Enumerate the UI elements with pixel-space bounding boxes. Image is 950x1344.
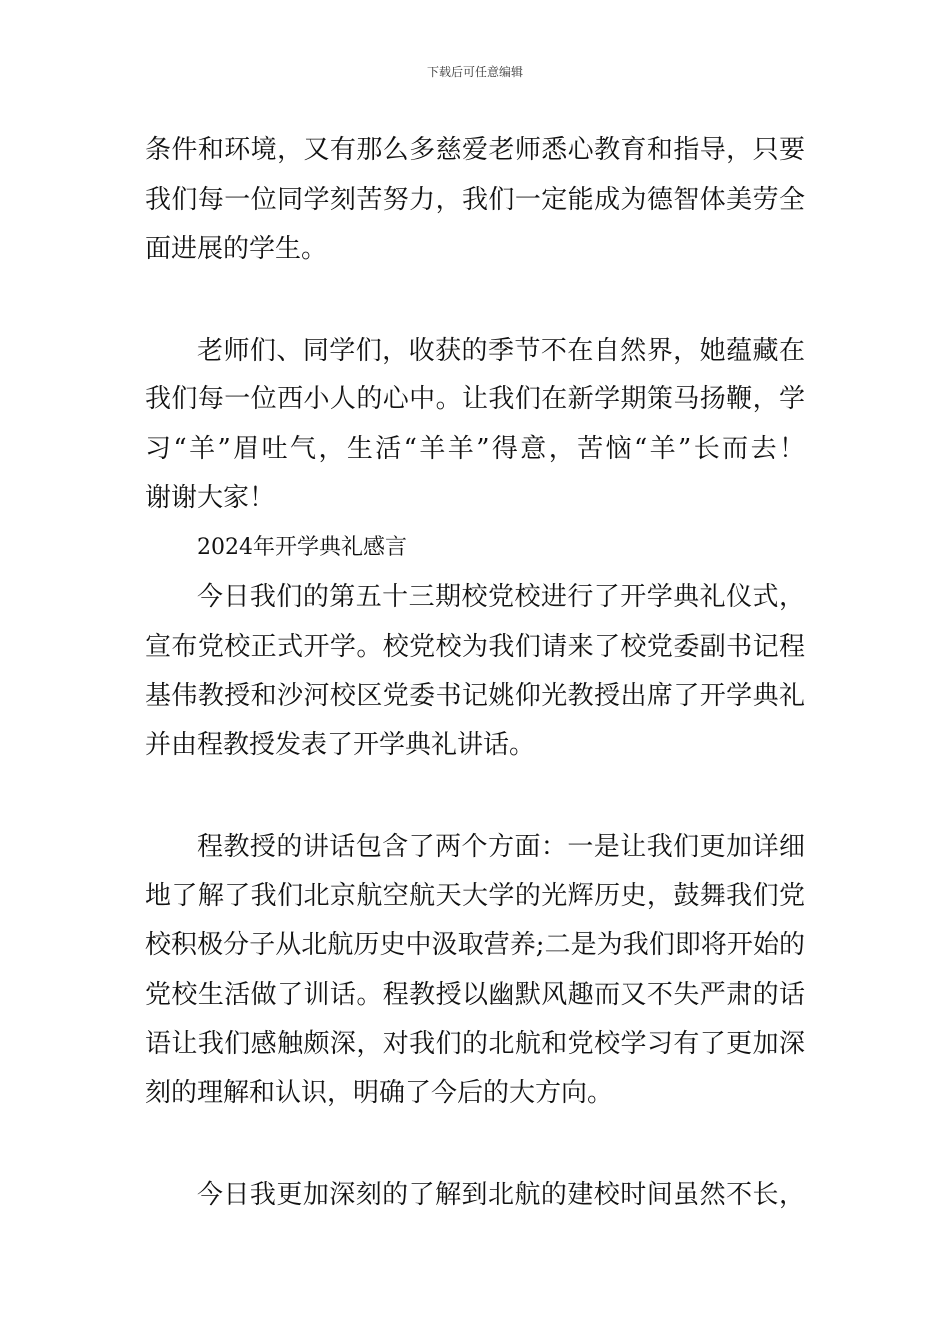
paragraph-line: 语让我们感触颇深，对我们的北航和党校学习有了更加深 [145, 1029, 805, 1059]
paragraph-line: 面进展的学生。 [145, 234, 328, 264]
section-title: 2024年开学典礼感言 [197, 535, 407, 560]
paragraph-line: 今日我们的第五十三期校党校进行了开学典礼仪式， [197, 582, 805, 612]
paragraph-line: 校积极分子从北航历史中汲取营养;二是为我们即将开始的 [145, 930, 805, 960]
paragraph-line: 我们每一位西小人的心中。让我们在新学期策马扬鞭，学 [145, 384, 805, 414]
paragraph-line: 党校生活做了训话。程教授以幽默风趣而又不失严肃的话 [145, 980, 805, 1010]
paragraph-line: 刻的理解和认识，明确了今后的大方向。 [145, 1078, 614, 1108]
paragraph-line: 我们每一位同学刻苦努力，我们一定能成为德智体美劳全 [145, 185, 805, 215]
paragraph-line: 老师们、同学们，收获的季节不在自然界，她蕴藏在 [197, 336, 805, 366]
paragraph-line: 程教授的讲话包含了两个方面：一是让我们更加详细 [197, 832, 805, 862]
paragraph-line: 基伟教授和沙河校区党委书记姚仰光教授出席了开学典礼 [145, 681, 805, 711]
paragraph-line: 宣布党校正式开学。校党校为我们请来了校党委副书记程 [145, 632, 805, 662]
paragraph-line: 谢谢大家！ [145, 483, 276, 513]
paragraph-line: 并由程教授发表了开学典礼讲话。 [145, 730, 536, 760]
paragraph-line: 地了解了我们北京航空航天大学的光辉历史，鼓舞我们党 [145, 881, 805, 911]
paragraph-line: 今日我更加深刻的了解到北航的建校时间虽然不长， [197, 1180, 805, 1210]
paragraph-line: 条件和环境，又有那么多慈爱老师悉心教育和指导，只要 [145, 135, 805, 165]
paragraph-line: 习“羊”眉吐气，生活“羊羊”得意，苦恼“羊”长而去！ [145, 434, 805, 464]
page-header: 下载后可任意编辑 [426, 65, 523, 79]
